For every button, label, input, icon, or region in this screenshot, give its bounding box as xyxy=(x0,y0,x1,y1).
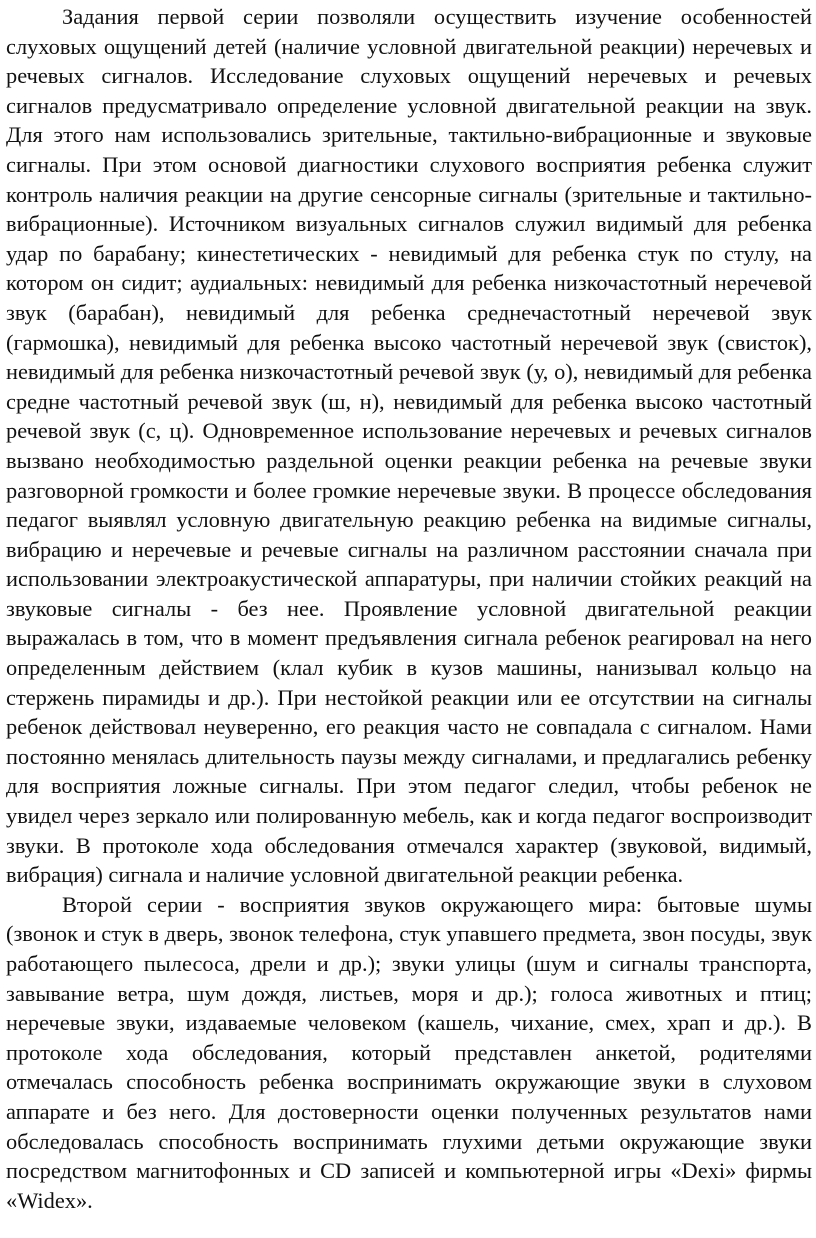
paragraph-first-series: Задания первой серии позволяли осуществить изучение особенностей слуховых ощущений детей (наличие условной двигательной реакции) неречевых и речевых сигналов. Исследование слуховых ощущений неречевых и речевых сигналов предусматривало определение условной двигательной реакции на звук. Для этого нам использовались зрительные, тактильно-вибрационные и звуковые сигналы. При этом основой диагностики слухового восприятия ребенка служит контроль наличия реакции на другие сенсорные сигналы (зрительные и тактильно-вибрационные). Источником визуальных сигналов служил видимый для ребенка удар по барабану; кинестетических - невидимый для ребенка стук по стулу, на котором он сидит; аудиальных: невидимый для ребенка низкочастотный неречевой звук (барабан), невидимый для ребенка среднечастотный неречевой звук (гармошка), невидимый для ребенка высоко частотный неречевой звук (свисток), невидимый для ребенка низкочастотный речевой звук (у, о), невидимый для ребенка средне частотный речевой звук (ш, н), невидимый для ребенка высоко частотный речевой звук (с, ц). Одновременное использование неречевых и речевых сигналов вызвано необходимостью раздельной оценки реакции ребенка на речевые звуки разговорной громкости и более громкие неречевые звуки. В процессе обследования педагог выявлял условную двигательную реакцию ребенка на видимые сигналы, вибрацию и неречевые и речевые сигналы на различном расстоянии сначала при использовании электроакустической аппаратуры, при наличии стойких реакций на звуковые сигналы - без нее. Проявление условной двигательной реакции выражалась в том, что в момент предъявления сигнала ребенок реагировал на него определенным действием (клал кубик в кузов машины, нанизывал кольцо на стержень пирамиды и др.). При нестойкой реакции или ее отсутствии на сигналы ребенок действовал неуверенно, его реакция часто не совпадала с сигналом. Нами постоянно менялась длительность паузы между сигналами, и предлагались ребенку для восприятия ложные сигналы. При этом педагог следил, чтобы ребенок не увидел через зеркало или полированную мебель, как и когда педагог воспроизводит звуки. В протоколе хода обследования отмечался характер (звуковой, видимый, вибрация) сигнала и наличие условной двигательной реакции ребенка. xyxy=(6,4,812,888)
document-page xyxy=(6,2,812,1215)
paragraph-second-series: Второй серии - восприятия звуков окружающего мира: бытовые шумы (звонок и стук в дверь, звонок телефона, стук упавшего предмета, звон посуды, звук работающего пылесоса, дрели и др.); звуки улицы (шум и сигналы транспорта, завывание ветра, шум дождя, листьев, моря и др.); голоса животных и птиц; неречевые звуки, издаваемые человеком (кашель, чихание, смех, храп и др.). В протоколе хода обследования, который представлен анкетой, родителями отмечалась способность ребенка воспринимать окружающие звуки в слуховом аппарате и без него. Для достоверности оценки полученных результатов нами обследовалась способность воспринимать глухими детьми окружающие звуки посредством магнитофонных и CD записей и компьютерной игры «Dexi» фирмы «Widex». xyxy=(6,891,812,1213)
